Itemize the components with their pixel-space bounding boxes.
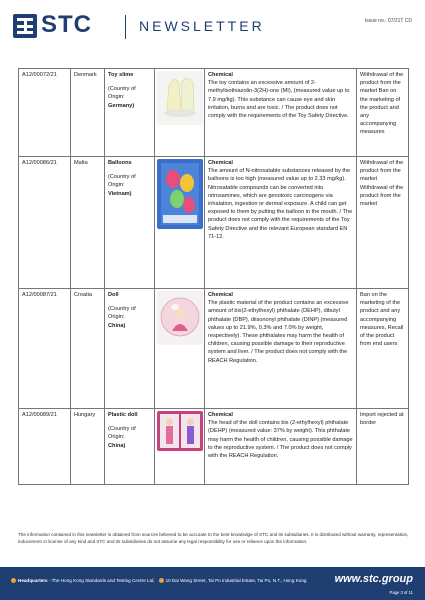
stc-logo-icon — [13, 14, 37, 38]
header-divider — [125, 15, 126, 39]
product-name: Toy slime — [108, 72, 134, 78]
measures-taken: Ban on the marketing of the product and any accompanying measures, Recall of the product from end users — [357, 289, 409, 409]
origin-label: (Country of Origin: — [108, 426, 136, 441]
notifying-country: Denmark — [71, 69, 105, 157]
location-icon — [11, 578, 16, 583]
product-cell — [105, 289, 155, 409]
alert-reference: A12/00072/21 — [19, 69, 71, 157]
product-name: Doll — [108, 292, 119, 298]
website-link[interactable]: www.stc.group — [334, 573, 413, 585]
measures-taken: Withdrawal of the product from the market Ban on the marketing of the product and any accompanying measures — [357, 69, 409, 157]
origin-country: Germany) — [108, 102, 135, 109]
alert-reference: A12/00089/21 — [19, 409, 71, 485]
slime-product-icon — [157, 71, 203, 125]
risk-type: Chemical — [208, 72, 233, 78]
product-image-cell — [155, 157, 205, 289]
risk-description-cell — [205, 289, 357, 409]
risk-description: The head of the doll contains bis (2-ethylhexyl) phthalate (DEHP) (measured value: 37% by weight). This phthalate may harm the health of children, causing possible damage to the reproductive system. / The product does not comply with the REACH Regulation. — [208, 420, 353, 460]
hq-address: 10 Dai Wang Street, Tai Po Industrial Estate, Tai Po, N.T., Hong Kong — [165, 578, 307, 583]
product-image-cell — [155, 69, 205, 157]
risk-type: Chemical — [208, 412, 233, 418]
origin-country: China) — [108, 322, 126, 329]
hq-company: - The Hong Kong Standards and Testing Centre Ltd. — [47, 578, 155, 583]
product-image-cell — [155, 289, 205, 409]
alert-reference: A12/00086/21 — [19, 157, 71, 289]
map-pin-icon — [159, 578, 164, 583]
origin-label: (Country of Origin: — [108, 86, 136, 101]
product-image-cell — [155, 409, 205, 485]
table-row — [19, 157, 409, 289]
product-cell — [105, 409, 155, 485]
risk-description-cell — [205, 69, 357, 157]
product-name: Balloons — [108, 160, 132, 166]
product-name: Plastic doll — [108, 412, 138, 418]
doll-box-icon — [157, 411, 203, 451]
disclaimer-text: The information contained in this newsletter is obtained from sources believed to be accurate to the best knowledge of STC and its subsidiaries. It is distributed without warranty, representation, inducement or license of any kind and STC and its subsidiaries do not assume any legal responsibility for use or reliance upon the information. — [18, 532, 409, 544]
notifying-country: Croatia — [71, 289, 105, 409]
page-number: Page 3 of 11 — [389, 590, 413, 595]
origin-label: (Country of Origin: — [108, 174, 136, 189]
hq-label: Headquarters — [18, 578, 48, 583]
risk-description: The toy contains an excessive amount of 2-methylisothiazolin-3(2H)-one (MI), (measured value up to 7.9 mg/kg). This substance can cause eye and skin irritation, burns and are toxic. / The product does not comply with the requirements of the Toy Safety Directive. — [208, 80, 350, 120]
risk-description: The plastic material of the product contains an excessive amount of bis(2-ethylhexyl) phthalate (DEHP), dibutyl phthalate (DBP), diisononyl phthalate (DINP) (measured values up to 21.9%, 0.3% and 7.0% by weight, respectively). These phthalates may harm the health of children, causing possible damage to their reproductive system and liver. / The product does not comply with the REACH Regulation. — [208, 300, 349, 364]
notifying-country: Hungary — [71, 409, 105, 485]
page-footer — [0, 567, 425, 600]
product-cell — [105, 69, 155, 157]
measures-taken: Import rejected at border — [357, 409, 409, 485]
measures-taken: Withdrawal of the product from the market Withdrawal of the product from the market — [357, 157, 409, 289]
risk-description: The amount of N-nitrosatable substances released by the balloons is too high (measured value up to 2.33 mg/kg). Nitrosatable compounds can be converted into nitrosamines, which are genotoxic carcinogens via inhalation, ingestion or dermal exposure. A child can get exposed to them by putting the balloon in the mouth. / The product does not comply with the requirements of the Toy Safety Directive and the relevant European standard EN 71-12. — [208, 168, 353, 240]
table-row — [19, 69, 409, 157]
footer-address-line — [11, 578, 306, 583]
balloons-package-icon — [157, 159, 203, 229]
risk-type: Chemical — [208, 160, 233, 166]
stc-logo-text: STC — [41, 11, 92, 38]
risk-type: Chemical — [208, 292, 233, 298]
table-row — [19, 409, 409, 485]
alert-reference: A12/00087/21 — [19, 289, 71, 409]
origin-label: (Country of Origin: — [108, 306, 136, 321]
product-cell — [105, 157, 155, 289]
origin-country: Vietnam) — [108, 190, 132, 197]
risk-description-cell — [205, 157, 357, 289]
notifying-country: Malta — [71, 157, 105, 289]
newsletter-title: NEWSLETTER — [139, 18, 265, 34]
table-row — [19, 289, 409, 409]
alerts-table — [18, 68, 409, 485]
issue-number: Issue no.: 07/21T CD — [364, 18, 412, 24]
newsletter-header — [0, 0, 425, 48]
doll-ball-icon — [157, 291, 203, 345]
risk-description-cell — [205, 409, 357, 485]
origin-country: China) — [108, 442, 126, 449]
